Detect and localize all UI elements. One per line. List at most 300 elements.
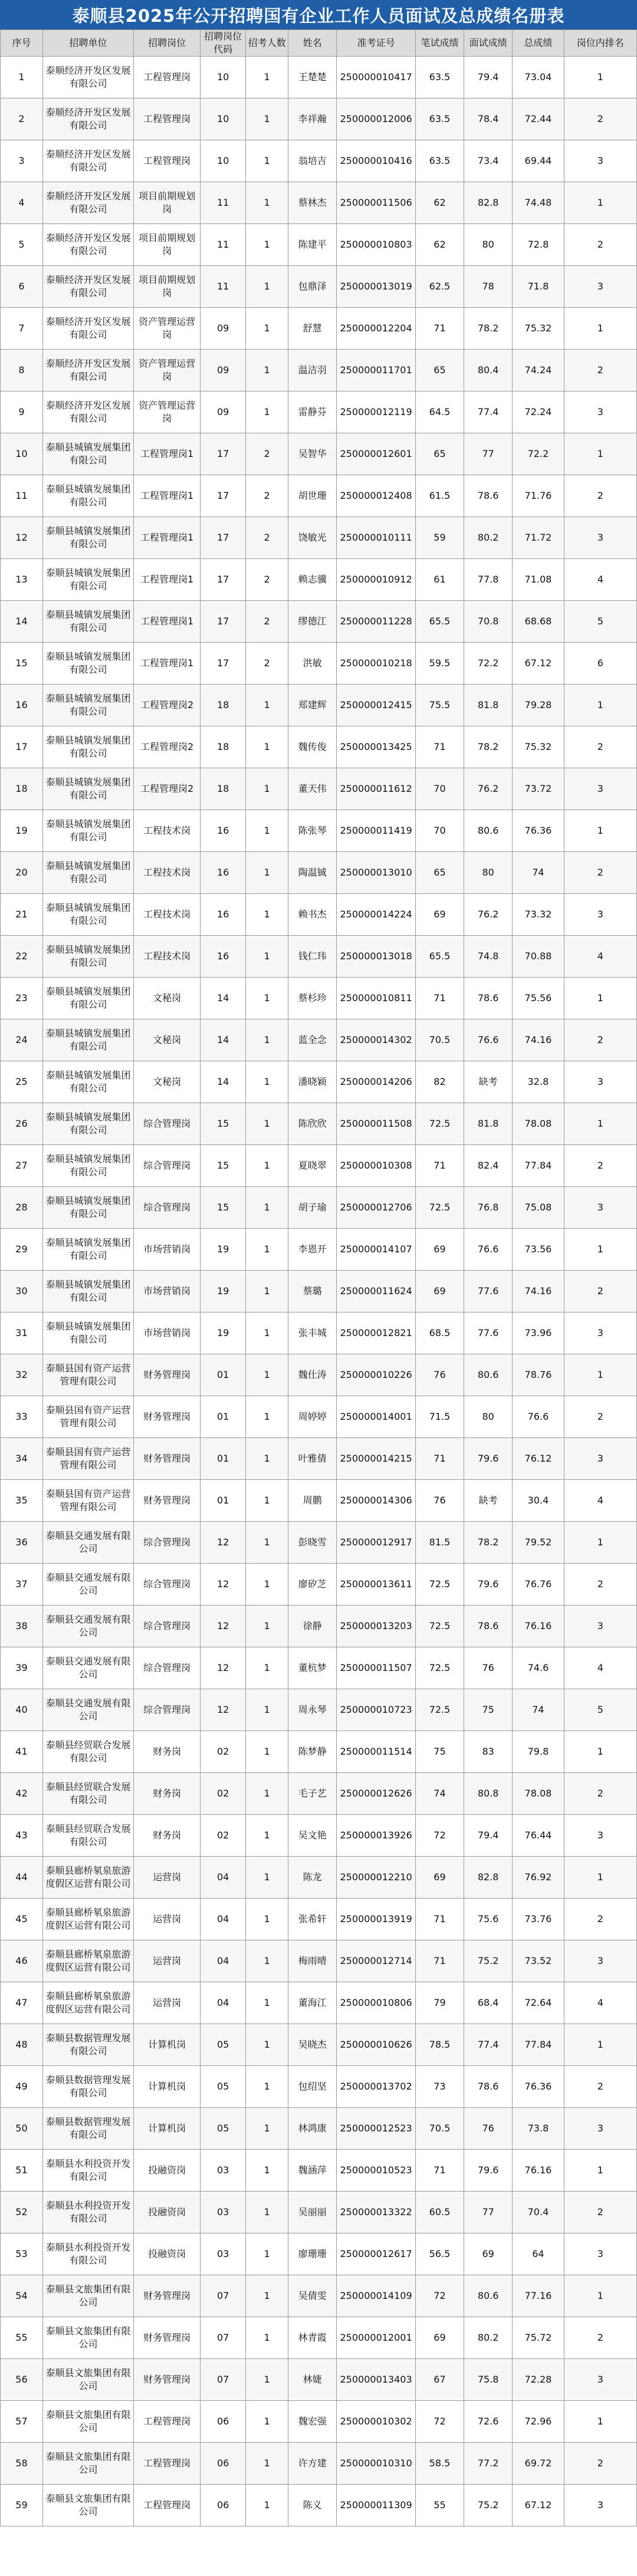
cell-total-score: 79.52	[513, 1522, 564, 1564]
cell-index: 42	[1, 1773, 43, 1815]
cell-position-code: 07	[201, 2359, 246, 2401]
cell-total-score: 70.4	[513, 2192, 564, 2233]
cell-rank: 1	[564, 1731, 636, 1773]
cell-total-score: 75.32	[513, 726, 564, 768]
cell-quota: 1	[246, 1940, 288, 1982]
cell-unit: 泰顺县城镇发展集团有限公司	[42, 433, 133, 475]
column-header: 总成绩	[513, 30, 564, 57]
cell-written-score: 69	[415, 1857, 464, 1899]
cell-quota: 1	[246, 266, 288, 308]
table-row	[1, 1606, 637, 1647]
cell-position-code: 17	[201, 559, 246, 601]
cell-position-code: 01	[201, 1354, 246, 1396]
table-row	[1, 852, 637, 894]
cell-index: 3	[1, 140, 43, 182]
cell-total-score: 70.88	[513, 936, 564, 978]
table-row	[1, 1982, 637, 2024]
cell-exam-id: 250000014215	[337, 1438, 416, 1480]
cell-interview-score: 78.4	[464, 98, 513, 140]
cell-position-code: 11	[201, 266, 246, 308]
cell-quota: 2	[246, 517, 288, 559]
cell-name: 许方建	[288, 2443, 337, 2485]
cell-quota: 1	[246, 98, 288, 140]
cell-rank: 2	[564, 475, 636, 517]
cell-name: 周婷婷	[288, 1396, 337, 1438]
cell-written-score: 72	[415, 2275, 464, 2317]
cell-unit: 泰顺县国有资产运营管理有限公司	[42, 1480, 133, 1522]
cell-position: 综合管理岗	[134, 1564, 201, 1606]
cell-written-score: 71	[415, 726, 464, 768]
cell-total-score: 72.44	[513, 98, 564, 140]
cell-position-code: 12	[201, 1647, 246, 1689]
cell-exam-id: 250000012714	[337, 1940, 416, 1982]
cell-rank: 3	[564, 392, 636, 433]
cell-position-code: 02	[201, 1731, 246, 1773]
cell-written-score: 74	[415, 1773, 464, 1815]
cell-position: 财务管理岗	[134, 2359, 201, 2401]
cell-name: 廖珊珊	[288, 2233, 337, 2275]
cell-exam-id: 250000014302	[337, 1019, 416, 1061]
cell-name: 饶敏光	[288, 517, 337, 559]
table-row	[1, 2233, 637, 2275]
cell-rank: 5	[564, 1689, 636, 1731]
cell-rank: 1	[564, 2150, 636, 2192]
cell-name: 包鼎泽	[288, 266, 337, 308]
cell-rank: 1	[564, 2401, 636, 2443]
table-row	[1, 1689, 637, 1731]
cell-quota: 1	[246, 1564, 288, 1606]
cell-interview-score: 78.2	[464, 308, 513, 350]
cell-quota: 1	[246, 2192, 288, 2233]
cell-total-score: 69.72	[513, 2443, 564, 2485]
cell-position-code: 15	[201, 1145, 246, 1187]
cell-position: 财务管理岗	[134, 1438, 201, 1480]
cell-total-score: 76.6	[513, 1396, 564, 1438]
cell-unit: 泰顺县城镇发展集团有限公司	[42, 810, 133, 852]
cell-index: 38	[1, 1606, 43, 1647]
column-header: 笔试成绩	[415, 30, 464, 57]
cell-index: 16	[1, 685, 43, 726]
cell-name: 毛子艺	[288, 1773, 337, 1815]
cell-exam-id: 250000014306	[337, 1480, 416, 1522]
cell-written-score: 71	[415, 1899, 464, 1940]
cell-interview-score: 78.2	[464, 1522, 513, 1564]
cell-exam-id: 250000012415	[337, 685, 416, 726]
cell-rank: 2	[564, 224, 636, 266]
cell-position: 计算机岗	[134, 2108, 201, 2150]
cell-position-code: 03	[201, 2233, 246, 2275]
cell-exam-id: 250000012617	[337, 2233, 416, 2275]
cell-quota: 1	[246, 224, 288, 266]
cell-name: 魏传俊	[288, 726, 337, 768]
cell-rank: 1	[564, 433, 636, 475]
table-row	[1, 350, 637, 392]
cell-rank: 2	[564, 1564, 636, 1606]
cell-index: 14	[1, 601, 43, 643]
cell-name: 吴晓杰	[288, 2024, 337, 2066]
cell-total-score: 71.72	[513, 517, 564, 559]
cell-unit: 泰顺县经贸联合发展有限公司	[42, 1731, 133, 1773]
cell-position: 工程技术岗	[134, 894, 201, 936]
cell-written-score: 72	[415, 2401, 464, 2443]
cell-index: 34	[1, 1438, 43, 1480]
cell-exam-id: 250000010912	[337, 559, 416, 601]
cell-position: 投融资岗	[134, 2233, 201, 2275]
table-row	[1, 2150, 637, 2192]
cell-total-score: 73.32	[513, 894, 564, 936]
cell-unit: 泰顺县廊桥氡泉旅游度假区运营有限公司	[42, 1899, 133, 1940]
column-header: 准考证号	[337, 30, 416, 57]
cell-quota: 1	[246, 140, 288, 182]
cell-index: 56	[1, 2359, 43, 2401]
cell-index: 7	[1, 308, 43, 350]
cell-interview-score: 76.2	[464, 894, 513, 936]
cell-total-score: 74.6	[513, 1647, 564, 1689]
cell-position-code: 09	[201, 350, 246, 392]
table-row	[1, 98, 637, 140]
cell-total-score: 74	[513, 852, 564, 894]
cell-unit: 泰顺县水利投资开发有限公司	[42, 2192, 133, 2233]
table-row	[1, 1731, 637, 1773]
table-row	[1, 2108, 637, 2150]
cell-interview-score: 82.8	[464, 1857, 513, 1899]
cell-position-code: 04	[201, 1857, 246, 1899]
cell-interview-score: 77	[464, 433, 513, 475]
cell-position: 计算机岗	[134, 2024, 201, 2066]
cell-index: 45	[1, 1899, 43, 1940]
cell-name: 蔡林杰	[288, 182, 337, 224]
cell-unit: 泰顺县城镇发展集团有限公司	[42, 685, 133, 726]
cell-written-score: 69	[415, 1229, 464, 1271]
cell-rank: 3	[564, 1061, 636, 1103]
cell-position: 工程管理岗1	[134, 433, 201, 475]
table-row	[1, 1271, 637, 1312]
cell-rank: 1	[564, 1857, 636, 1899]
cell-rank: 1	[564, 308, 636, 350]
cell-exam-id: 250000010811	[337, 978, 416, 1019]
cell-position-code: 12	[201, 1689, 246, 1731]
cell-position-code: 01	[201, 1396, 246, 1438]
cell-position-code: 04	[201, 1940, 246, 1982]
cell-rank: 5	[564, 601, 636, 643]
cell-exam-id: 250000010523	[337, 2150, 416, 2192]
cell-written-score: 81.5	[415, 1522, 464, 1564]
cell-unit: 泰顺县城镇发展集团有限公司	[42, 852, 133, 894]
cell-rank: 2	[564, 2317, 636, 2359]
cell-unit: 泰顺县城镇发展集团有限公司	[42, 1312, 133, 1354]
cell-unit: 泰顺县城镇发展集团有限公司	[42, 643, 133, 685]
cell-total-score: 76.16	[513, 1606, 564, 1647]
cell-quota: 1	[246, 1396, 288, 1438]
cell-position: 综合管理岗	[134, 1689, 201, 1731]
cell-exam-id: 250000011228	[337, 601, 416, 643]
cell-exam-id: 250000012006	[337, 98, 416, 140]
cell-total-score: 76.76	[513, 1564, 564, 1606]
cell-index: 18	[1, 768, 43, 810]
cell-position-code: 10	[201, 140, 246, 182]
cell-quota: 1	[246, 2024, 288, 2066]
cell-quota: 1	[246, 2275, 288, 2317]
table-row	[1, 810, 637, 852]
cell-total-score: 77.84	[513, 1145, 564, 1187]
cell-index: 55	[1, 2317, 43, 2359]
cell-quota: 1	[246, 1103, 288, 1145]
table-row	[1, 1647, 637, 1689]
cell-position: 资产管理运营岗	[134, 350, 201, 392]
cell-quota: 1	[246, 1522, 288, 1564]
cell-interview-score: 78.6	[464, 1606, 513, 1647]
cell-interview-score: 75.2	[464, 2485, 513, 2526]
cell-total-score: 74.24	[513, 350, 564, 392]
cell-position-code: 05	[201, 2108, 246, 2150]
table-row	[1, 894, 637, 936]
cell-rank: 3	[564, 1312, 636, 1354]
cell-written-score: 72.5	[415, 1564, 464, 1606]
cell-exam-id: 250000010302	[337, 2401, 416, 2443]
cell-quota: 2	[246, 559, 288, 601]
cell-name: 蓝全念	[288, 1019, 337, 1061]
cell-quota: 1	[246, 2443, 288, 2485]
cell-rank: 1	[564, 1354, 636, 1396]
cell-total-score: 67.12	[513, 643, 564, 685]
cell-name: 李恩开	[288, 1229, 337, 1271]
cell-written-score: 75	[415, 1731, 464, 1773]
cell-position: 项目前期规划岗	[134, 266, 201, 308]
cell-interview-score: 82.4	[464, 1145, 513, 1187]
cell-interview-score: 73.4	[464, 140, 513, 182]
cell-unit: 泰顺县文旅集团有限公司	[42, 2275, 133, 2317]
cell-position: 投融资岗	[134, 2192, 201, 2233]
page-title: 泰顺县2025年公开招聘国有企业工作人员面试及总成绩名册表	[0, 0, 637, 29]
cell-interview-score: 83	[464, 1731, 513, 1773]
cell-quota: 1	[246, 2317, 288, 2359]
cell-index: 43	[1, 1815, 43, 1857]
table-row	[1, 1940, 637, 1982]
cell-position-code: 07	[201, 2317, 246, 2359]
cell-rank: 2	[564, 1773, 636, 1815]
cell-position: 运营岗	[134, 1899, 201, 1940]
cell-exam-id: 250000013926	[337, 1815, 416, 1857]
column-header: 姓名	[288, 30, 337, 57]
cell-quota: 1	[246, 852, 288, 894]
table-row	[1, 433, 637, 475]
cell-rank: 3	[564, 2108, 636, 2150]
cell-index: 52	[1, 2192, 43, 2233]
table-row	[1, 517, 637, 559]
cell-interview-score: 缺考	[464, 1061, 513, 1103]
cell-index: 51	[1, 2150, 43, 2192]
cell-written-score: 65.5	[415, 936, 464, 978]
cell-exam-id: 250000010111	[337, 517, 416, 559]
cell-quota: 1	[246, 685, 288, 726]
cell-position: 综合管理岗	[134, 1606, 201, 1647]
cell-written-score: 72.5	[415, 1689, 464, 1731]
cell-position-code: 01	[201, 1438, 246, 1480]
cell-unit: 泰顺经济开发区发展有限公司	[42, 182, 133, 224]
cell-interview-score: 74.8	[464, 936, 513, 978]
cell-position-code: 18	[201, 768, 246, 810]
cell-total-score: 75.08	[513, 1187, 564, 1229]
table-row	[1, 1396, 637, 1438]
cell-exam-id: 250000010803	[337, 224, 416, 266]
cell-exam-id: 250000011624	[337, 1271, 416, 1312]
cell-interview-score: 79.4	[464, 57, 513, 98]
cell-position-code: 15	[201, 1103, 246, 1145]
table-row	[1, 936, 637, 978]
cell-name: 胡世珊	[288, 475, 337, 517]
cell-index: 53	[1, 2233, 43, 2275]
cell-position: 项目前期规划岗	[134, 224, 201, 266]
cell-interview-score: 78.6	[464, 978, 513, 1019]
table-row	[1, 1103, 637, 1145]
cell-unit: 泰顺县廊桥氡泉旅游度假区运营有限公司	[42, 1857, 133, 1899]
cell-position-code: 10	[201, 98, 246, 140]
cell-position: 资产管理运营岗	[134, 308, 201, 350]
cell-interview-score: 81.8	[464, 685, 513, 726]
cell-interview-score: 78.2	[464, 726, 513, 768]
cell-rank: 2	[564, 726, 636, 768]
cell-written-score: 72.5	[415, 1606, 464, 1647]
cell-exam-id: 250000012204	[337, 308, 416, 350]
cell-exam-id: 250000010626	[337, 2024, 416, 2066]
cell-rank: 1	[564, 182, 636, 224]
cell-interview-score: 77.8	[464, 559, 513, 601]
cell-index: 57	[1, 2401, 43, 2443]
cell-total-score: 78.08	[513, 1103, 564, 1145]
cell-name: 蔡璐	[288, 1271, 337, 1312]
cell-position-code: 06	[201, 2401, 246, 2443]
cell-interview-score: 77.4	[464, 2024, 513, 2066]
cell-position-code: 01	[201, 1480, 246, 1522]
cell-position-code: 05	[201, 2066, 246, 2108]
cell-rank: 2	[564, 2066, 636, 2108]
cell-position: 财务管理岗	[134, 1480, 201, 1522]
cell-position-code: 11	[201, 224, 246, 266]
cell-total-score: 74.16	[513, 1019, 564, 1061]
cell-written-score: 76	[415, 1354, 464, 1396]
table-row	[1, 475, 637, 517]
cell-position-code: 04	[201, 1899, 246, 1940]
table-row	[1, 1857, 637, 1899]
cell-total-score: 71.76	[513, 475, 564, 517]
cell-interview-score: 缺考	[464, 1480, 513, 1522]
cell-name: 徐静	[288, 1606, 337, 1647]
cell-rank: 1	[564, 1229, 636, 1271]
table-row	[1, 1145, 637, 1187]
cell-position: 工程管理岗1	[134, 643, 201, 685]
cell-quota: 2	[246, 475, 288, 517]
cell-position-code: 17	[201, 475, 246, 517]
cell-position: 资产管理运营岗	[134, 392, 201, 433]
cell-written-score: 56.5	[415, 2233, 464, 2275]
cell-position: 市场营销岗	[134, 1312, 201, 1354]
cell-unit: 泰顺县城镇发展集团有限公司	[42, 1187, 133, 1229]
cell-position: 财务管理岗	[134, 2317, 201, 2359]
cell-index: 5	[1, 224, 43, 266]
cell-unit: 泰顺县城镇发展集团有限公司	[42, 1103, 133, 1145]
cell-index: 29	[1, 1229, 43, 1271]
cell-quota: 1	[246, 2485, 288, 2526]
cell-total-score: 72.24	[513, 392, 564, 433]
cell-exam-id: 250000011514	[337, 1731, 416, 1773]
cell-rank: 3	[564, 1940, 636, 1982]
table-row	[1, 726, 637, 768]
cell-index: 39	[1, 1647, 43, 1689]
cell-interview-score: 78	[464, 266, 513, 308]
cell-exam-id: 250000011309	[337, 2485, 416, 2526]
cell-exam-id: 250000014206	[337, 1061, 416, 1103]
cell-name: 温洁羽	[288, 350, 337, 392]
cell-exam-id: 250000013018	[337, 936, 416, 978]
cell-position-code: 07	[201, 2275, 246, 2317]
cell-position-code: 15	[201, 1187, 246, 1229]
cell-total-score: 74.16	[513, 1271, 564, 1312]
cell-quota: 1	[246, 392, 288, 433]
table-row	[1, 1522, 637, 1564]
cell-rank: 2	[564, 1271, 636, 1312]
cell-total-score: 73.52	[513, 1940, 564, 1982]
cell-written-score: 61.5	[415, 475, 464, 517]
cell-interview-score: 80.8	[464, 1773, 513, 1815]
cell-interview-score: 72.6	[464, 2401, 513, 2443]
cell-unit: 泰顺经济开发区发展有限公司	[42, 224, 133, 266]
cell-name: 包绍坚	[288, 2066, 337, 2108]
cell-position-code: 12	[201, 1564, 246, 1606]
cell-position: 财务管理岗	[134, 1354, 201, 1396]
cell-position: 工程管理岗2	[134, 685, 201, 726]
table-row	[1, 685, 637, 726]
cell-exam-id: 250000013425	[337, 726, 416, 768]
cell-index: 33	[1, 1396, 43, 1438]
table-row	[1, 1564, 637, 1606]
cell-quota: 1	[246, 1647, 288, 1689]
cell-quota: 1	[246, 2359, 288, 2401]
cell-name: 陈建平	[288, 224, 337, 266]
cell-position-code: 18	[201, 685, 246, 726]
cell-total-score: 71.08	[513, 559, 564, 601]
cell-interview-score: 80.2	[464, 2317, 513, 2359]
cell-quota: 1	[246, 1187, 288, 1229]
cell-exam-id: 250000013203	[337, 1606, 416, 1647]
cell-rank: 3	[564, 140, 636, 182]
table-row	[1, 643, 637, 685]
cell-interview-score: 77	[464, 2192, 513, 2233]
cell-quota: 1	[246, 1061, 288, 1103]
column-header: 序号	[1, 30, 43, 57]
table-row	[1, 1438, 637, 1480]
cell-index: 26	[1, 1103, 43, 1145]
cell-rank: 1	[564, 2275, 636, 2317]
cell-unit: 泰顺县廊桥氡泉旅游度假区运营有限公司	[42, 1940, 133, 1982]
cell-position: 运营岗	[134, 1940, 201, 1982]
cell-position: 工程管理岗1	[134, 517, 201, 559]
cell-index: 6	[1, 266, 43, 308]
column-header: 岗位内排名	[564, 30, 636, 57]
cell-interview-score: 68.4	[464, 1982, 513, 2024]
cell-unit: 泰顺县数据管理发展有限公司	[42, 2066, 133, 2108]
cell-position: 财务岗	[134, 1731, 201, 1773]
table-row	[1, 2317, 637, 2359]
cell-quota: 1	[246, 2401, 288, 2443]
cell-total-score: 75.56	[513, 978, 564, 1019]
cell-position-code: 10	[201, 57, 246, 98]
cell-rank: 1	[564, 978, 636, 1019]
cell-name: 吴丽丽	[288, 2192, 337, 2233]
cell-position-code: 18	[201, 726, 246, 768]
cell-index: 24	[1, 1019, 43, 1061]
cell-index: 37	[1, 1564, 43, 1606]
cell-exam-id: 250000013919	[337, 1899, 416, 1940]
